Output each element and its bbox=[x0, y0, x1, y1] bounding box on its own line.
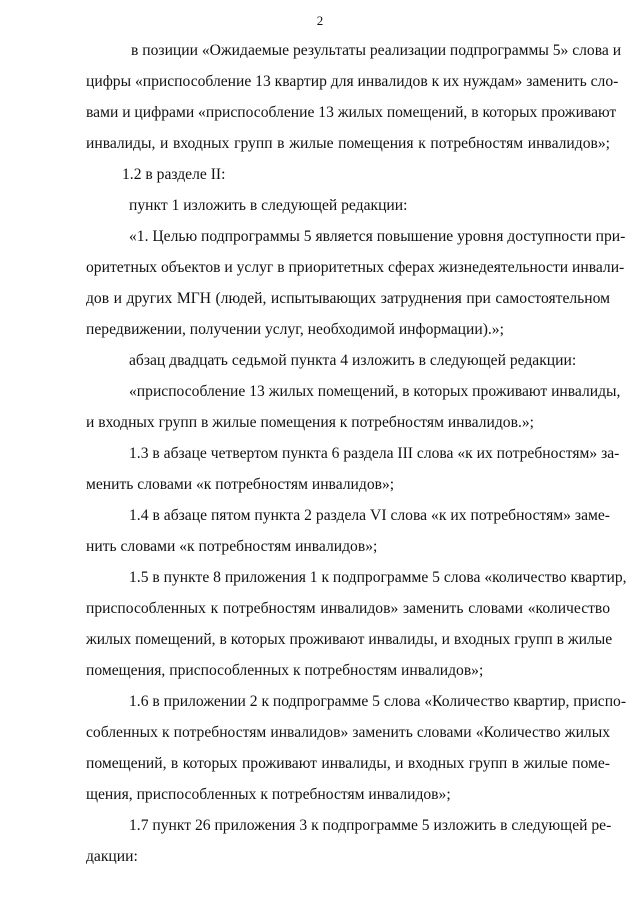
text-line: «1. Целью подпрограммы 5 является повышение уровня доступности при- bbox=[129, 228, 626, 245]
text-line: абзац двадцать седьмой пункта 4 изложить в следующей редакции: bbox=[129, 352, 577, 369]
text-line: собленных к потребностям инвалидов» заменить словами «Количество жилых bbox=[86, 724, 610, 741]
text-line: и входных групп в жилые помещения к потребностям инвалидов.»; bbox=[86, 414, 534, 431]
text-line: нить словами «к потребностям инвалидов»; bbox=[86, 538, 378, 555]
text-line: 1.7 пункт 26 приложения 3 к подпрограмме 5 изложить в следующей ре- bbox=[129, 817, 612, 834]
text-line: 1.4 в абзаце пятом пункта 2 раздела VI слова «к их потребностям» заме- bbox=[129, 507, 610, 524]
text-line: дакции: bbox=[86, 848, 138, 865]
text-line: дов и других МГН (людей, испытывающих затруднения при самостоятельном bbox=[86, 290, 610, 307]
text-line: пункт 1 изложить в следующей редакции: bbox=[129, 197, 408, 214]
text-line: щения, приспособленных к потребностям инвалидов»; bbox=[86, 786, 451, 803]
text-line: цифры «приспособление 13 квартир для инвалидов к их нуждам» заменить сло- bbox=[86, 73, 619, 90]
page-number: 2 bbox=[316, 13, 324, 28]
text-line: передвижении, получении услуг, необходимой информации).»; bbox=[86, 321, 504, 338]
text-line: 1.2 в разделе II: bbox=[122, 166, 226, 183]
text-line: помещения, приспособленных к потребностям инвалидов»; bbox=[86, 662, 484, 679]
text-line: 1.6 в приложении 2 к подпрограмме 5 слова «Количество квартир, приспо- bbox=[129, 693, 627, 710]
text-line: оритетных объектов и услуг в приоритетных сферах жизнедеятельности инвали- bbox=[86, 259, 625, 276]
text-line: инвалиды, и входных групп в жилые помещения к потребностям инвалидов»; bbox=[86, 135, 610, 152]
text-line: «приспособление 13 жилых помещений, в которых проживают инвалиды, bbox=[129, 383, 621, 400]
text-line: 1.3 в абзаце четвертом пункта 6 раздела III слова «к их потребностям» за- bbox=[129, 445, 620, 462]
text-line: менить словами «к потребностям инвалидов»; bbox=[86, 476, 395, 493]
text-line: 1.5 в пункте 8 приложения 1 к подпрограмме 5 слова «количество квартир, bbox=[129, 569, 627, 586]
text-line: в позиции «Ожидаемые результаты реализации подпрограммы 5» слова и bbox=[131, 42, 622, 59]
text-line: приспособленных к потребностям инвалидов» заменить словами «количество bbox=[86, 600, 610, 617]
text-line: помещений, в которых проживают инвалиды, и входных групп в жилые поме- bbox=[86, 755, 610, 772]
text-line: вами и цифрами «приспособление 13 жилых помещений, в которых проживают bbox=[86, 104, 617, 121]
text-line: жилых помещений, в которых проживают инвалиды, и входных групп в жилые bbox=[86, 631, 613, 648]
